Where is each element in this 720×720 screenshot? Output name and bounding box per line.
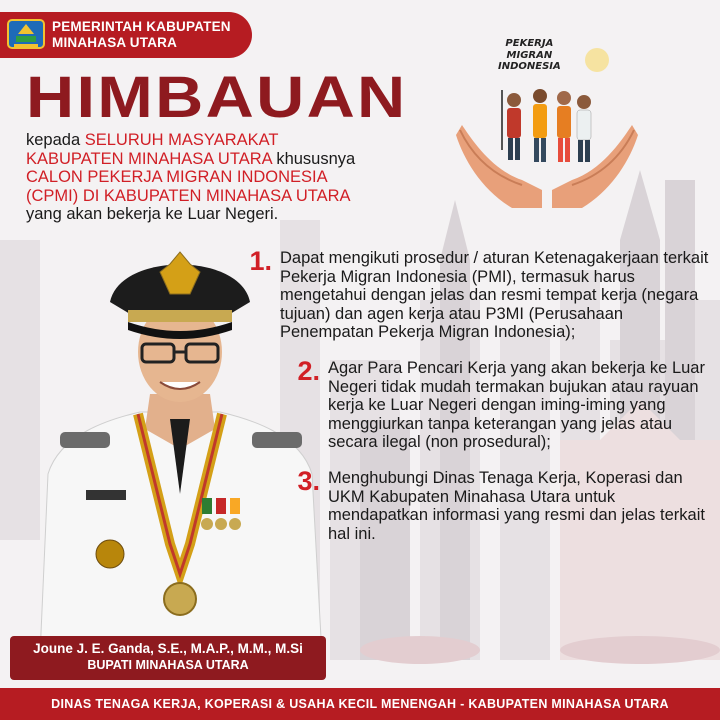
point-number: 2.	[297, 355, 320, 386]
headline: HIMBAUAN	[26, 65, 408, 130]
list-item	[280, 356, 718, 452]
footer-banner: DINAS TENAGA KERJA, KOPERASI & USAHA KECIL MENENGAH - KABUPATEN MINAHASA UTARA	[0, 688, 720, 720]
points-list	[232, 246, 718, 557]
header-line1: PEMERINTAH KABUPATEN	[52, 19, 231, 34]
official-title: BUPATI MINAHASA UTARA	[87, 658, 249, 672]
intro-highlight1: SELURUH MASYARAKAT KABUPATEN MINAHASA UTARA	[26, 131, 279, 168]
point-number: 3.	[297, 465, 320, 496]
illustration-caption	[498, 38, 561, 73]
intro-part2: khususnya	[271, 149, 356, 168]
header-banner	[0, 12, 252, 58]
header-line2: MINAHASA UTARA	[52, 35, 178, 50]
illustration-line3: INDONESIA	[498, 61, 561, 72]
point-number: 1.	[249, 246, 272, 276]
official-name: Joune J. E. Ganda, S.E., M.A.P., M.M., M.Si	[33, 641, 303, 656]
intro-highlight2: CALON PEKERJA MIGRAN INDONESIA (CPMI) DI KABUPATEN MINAHASA UTARA	[26, 168, 350, 205]
intro-part1: kepada	[26, 131, 85, 149]
official-name-box	[10, 636, 326, 680]
illustration-line1: PEKERJA	[505, 38, 554, 49]
intro-text	[26, 131, 376, 224]
point-text: Dapat mengikuti prosedur / aturan Ketenagakerjaan terkait Pekerja Migran Indonesia (PMI), termasuk harus mengetahui dengan jelas dan resmi tempat kerja (negara tujuan) dan agen kerja atau P3MI (Perusahaan Penempatan Pekerja Migran Indonesia);	[280, 249, 709, 342]
illustration-line2: MIGRAN	[506, 49, 553, 61]
list-item	[232, 246, 718, 342]
point-text: Agar Para Pencari Kerja yang akan bekerja ke Luar Negeri tidak mudah termakan bujukan atau rayuan kerja ke Luar Negeri dengan iming-iming yang menggiurkan tanpa keterangan yang jelas atau secara ilegal (non prosedural);	[328, 358, 705, 452]
point-text: Menghubungi Dinas Tenaga Kerja, Koperasi dan UKM Kabupaten Minahasa Utara untuk mendapatkan informasi yang resmi dan jelas terkait hal ini.	[328, 468, 705, 543]
regency-logo	[0, 12, 52, 58]
intro-part3: yang akan bekerja ke Luar Negeri.	[26, 205, 279, 223]
list-item	[280, 466, 718, 543]
